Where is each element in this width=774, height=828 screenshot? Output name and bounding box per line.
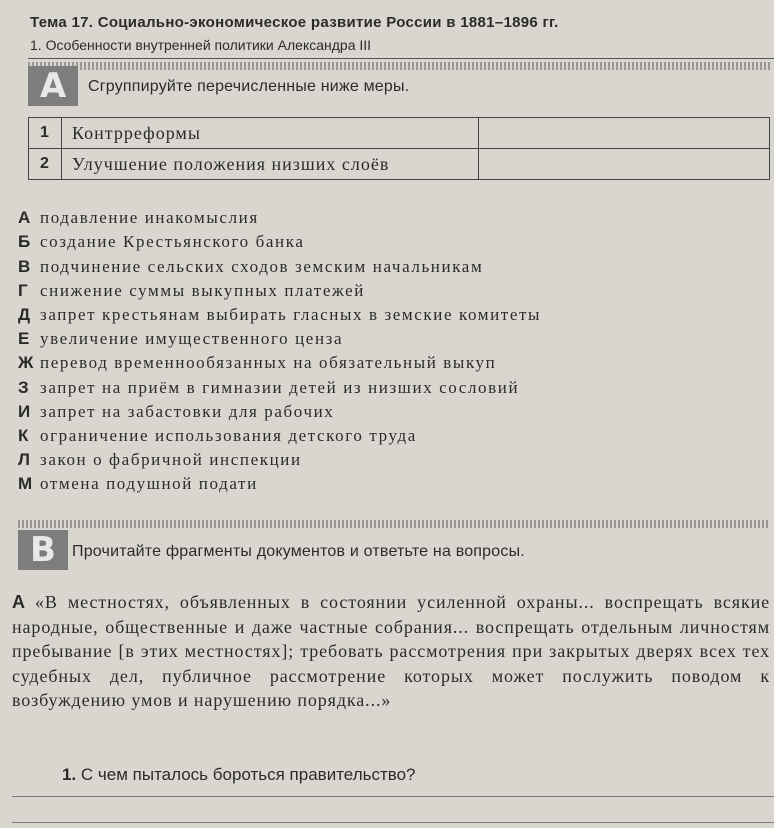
section-a-badge: А xyxy=(28,66,78,106)
group-number: 1 xyxy=(29,118,62,149)
section-a-instruction: Сгруппируйте перечисленные ниже меры. xyxy=(88,78,410,95)
measure-item xyxy=(18,373,541,397)
measure-item xyxy=(18,204,541,228)
group-number: 2 xyxy=(29,149,62,180)
measure-letter: Ж xyxy=(18,353,34,373)
measure-text: снижение суммы выкупных платежей xyxy=(40,280,365,300)
document-label: А xyxy=(12,592,25,612)
header-divider xyxy=(28,58,774,59)
answer-line[interactable] xyxy=(12,796,774,797)
measure-letter: И xyxy=(18,401,31,421)
measure-item xyxy=(18,277,541,301)
measure-letter: К xyxy=(18,425,29,445)
group-label: Контрреформы xyxy=(62,118,479,149)
question-1 xyxy=(62,765,416,785)
question-number: 1. xyxy=(62,765,77,784)
groups-table xyxy=(28,117,770,180)
measure-letter: Д xyxy=(18,304,31,324)
measure-letter: Б xyxy=(18,232,31,252)
measure-text: ограничение использования детского труда xyxy=(40,425,417,445)
measures-list xyxy=(18,204,541,494)
measure-letter: В xyxy=(18,256,31,276)
measure-text: закон о фабричной инспекции xyxy=(40,450,302,470)
measure-item xyxy=(18,228,541,252)
measure-letter: Г xyxy=(18,280,28,300)
measure-item xyxy=(18,349,541,373)
group-row xyxy=(29,118,770,149)
measure-item xyxy=(18,325,541,349)
measure-item xyxy=(18,446,541,470)
group-answer-cell[interactable] xyxy=(479,149,770,180)
lesson-subtitle: 1. Особенности внутренней политики Александра III xyxy=(30,37,372,53)
measure-text: запрет на забастовки для рабочих xyxy=(40,401,335,421)
topic-title: Тема 17. Социально-экономическое развитие России в 1881–1896 гг. xyxy=(30,14,559,31)
section-b-instruction: Прочитайте фрагменты документов и ответьте на вопросы. xyxy=(72,543,525,560)
measure-item xyxy=(18,422,541,446)
section-a-stripe xyxy=(28,62,770,70)
section-b-badge: В xyxy=(18,530,68,570)
measure-letter: М xyxy=(18,474,33,494)
measure-text: отмена подушной подати xyxy=(40,474,258,494)
group-answer-cell[interactable] xyxy=(479,118,770,149)
measure-letter: Е xyxy=(18,329,30,349)
measure-text: подавление инакомыслия xyxy=(40,208,259,228)
measure-item xyxy=(18,398,541,422)
answer-line[interactable] xyxy=(12,822,774,823)
group-row xyxy=(29,149,770,180)
document-text: «В местностях, объявленных в состоянии усиленной охраны... воспрещать всякие народные, общественные и даже частные собрания... воспрещать отдельным личностям пребывание [в этих местностях]; требовать рассмотрения при закрытых дверях всех тех судебных дел, публичное рассмотрение которых может послужить поводом к возбуждению умов и нарушению порядка...» xyxy=(12,592,771,710)
document-fragment xyxy=(12,590,770,713)
measure-letter: А xyxy=(18,208,31,228)
measure-text: запрет на приём в гимназии детей из низших сословий xyxy=(40,377,520,397)
measure-item xyxy=(18,470,541,494)
section-b-stripe xyxy=(18,520,770,528)
measure-text: подчинение сельских сходов земским начальникам xyxy=(40,256,484,276)
measure-item xyxy=(18,252,541,276)
measure-text: перевод временнообязанных на обязательный выкуп xyxy=(40,353,497,373)
group-label: Улучшение положения низших слоёв xyxy=(62,149,479,180)
measure-text: создание Крестьянского банка xyxy=(40,232,305,252)
question-text: С чем пыталось бороться правительство? xyxy=(80,765,416,784)
measure-text: увеличение имущественного ценза xyxy=(40,329,344,349)
measure-text: запрет крестьянам выбирать гласных в земские комитеты xyxy=(40,304,542,324)
measure-letter: З xyxy=(18,377,29,397)
measure-item xyxy=(18,301,541,325)
measure-letter: Л xyxy=(18,450,30,470)
